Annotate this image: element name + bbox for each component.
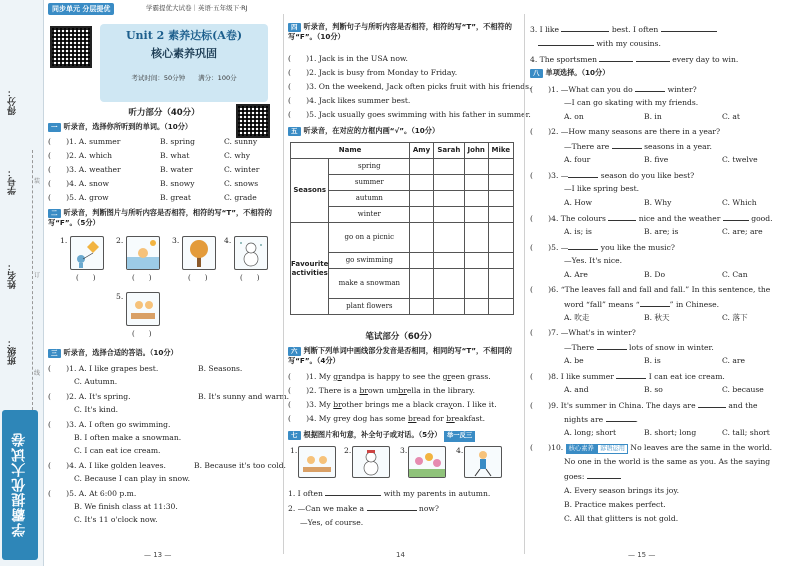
s8-q1-opts: A. on B. in C. at bbox=[564, 112, 740, 121]
pic-paren-1: ( ) bbox=[76, 274, 96, 282]
section-3-header: 三 听录音，选择合适的答语。（10分） bbox=[48, 348, 278, 358]
row-picnic: go on a picnic bbox=[329, 223, 410, 253]
cut-mark-2: 订 bbox=[34, 272, 41, 279]
column-2 bbox=[286, 0, 532, 566]
s1-item-3: ( )3. A. weather B. water C. winter bbox=[48, 165, 260, 174]
picture-snowman bbox=[352, 446, 390, 478]
answer-blank[interactable] bbox=[616, 371, 646, 379]
tick-cell[interactable] bbox=[464, 191, 488, 207]
tick-cell[interactable] bbox=[433, 175, 464, 191]
seasons-activities-table bbox=[290, 142, 514, 315]
listening-title: 听力部分（40分） bbox=[128, 108, 200, 118]
test-subtitle: 核心素养巩固 bbox=[151, 46, 217, 60]
s8-q9: ( )9. It's summer in China. The days are and the bbox=[530, 401, 758, 410]
unit-tag: 同步单元 分层提优 bbox=[48, 3, 114, 15]
s3-item-1-c: C. Autumn. bbox=[74, 377, 118, 386]
row-snowman: make a snowman bbox=[329, 269, 410, 299]
s7-label-2: 2. bbox=[344, 446, 352, 455]
qr-code-left bbox=[50, 26, 92, 68]
s8-q2-reply: —There are seasons in a year. bbox=[564, 142, 712, 151]
s3-item-3-c: C. I can eat ice cream. bbox=[74, 446, 161, 455]
s7-q1: 1. I often with my parents in autumn. bbox=[288, 489, 491, 498]
tick-cell[interactable] bbox=[410, 223, 434, 253]
s8-q5-opts: A. Are B. Do C. Can bbox=[564, 270, 748, 279]
s4-item-5: ( )5. Jack usually goes swimming with his father in summer. bbox=[288, 110, 531, 119]
pic-label-4: 4. bbox=[224, 236, 232, 245]
picture-sports-training bbox=[464, 446, 502, 478]
s4-item-3: ( )3. On the weekend, Jack often picks fruit with his friends. bbox=[288, 82, 532, 91]
tick-cell[interactable] bbox=[488, 253, 513, 269]
s3-item-2-c: C. It's kind. bbox=[74, 405, 119, 414]
brand-banner: 学霸提优大试卷 bbox=[2, 410, 38, 560]
s7-q2: 2. —Can we make a now? bbox=[288, 504, 439, 513]
answer-blank[interactable] bbox=[568, 170, 598, 178]
page-number-15: — 15 — bbox=[628, 551, 656, 560]
tick-cell[interactable] bbox=[410, 299, 434, 315]
s7-q4: 4. The sportsmen every day to win. bbox=[530, 55, 739, 64]
s8-q7: ( )7. —What's in winter? bbox=[530, 328, 636, 337]
tick-cell[interactable] bbox=[410, 159, 434, 175]
picture-picnic-family bbox=[298, 446, 336, 478]
tick-cell[interactable] bbox=[488, 191, 513, 207]
s8-q10-opt-a: A. Every season brings its joy. bbox=[564, 486, 680, 495]
s1-item-1: ( )1. A. summer B. spring C. sunny bbox=[48, 137, 258, 146]
tick-cell[interactable] bbox=[464, 253, 488, 269]
column-3 bbox=[528, 0, 796, 566]
section-1-header: 一 听录音，选择你所听到的单词。（10分） bbox=[48, 122, 278, 132]
cut-line bbox=[32, 150, 33, 410]
s3-item-3: ( )3. A. I often go swimming. bbox=[48, 420, 171, 429]
picture-autumn bbox=[182, 236, 216, 270]
s8-q9-opts: A. long; short B. short; long C. tall; short bbox=[564, 428, 770, 437]
score-label: 得分： bbox=[8, 88, 18, 115]
s7-label-3: 3. bbox=[400, 446, 408, 455]
answer-blank[interactable] bbox=[636, 54, 670, 62]
tick-cell[interactable] bbox=[488, 159, 513, 175]
tick-cell[interactable] bbox=[464, 223, 488, 253]
tick-cell[interactable] bbox=[464, 207, 488, 223]
answer-blank[interactable] bbox=[640, 299, 670, 307]
answer-blank[interactable] bbox=[367, 503, 417, 511]
pic-label-3: 3. bbox=[172, 236, 180, 245]
s3-item-2: ( )2. A. It's spring. B. It's sunny and warm. bbox=[48, 392, 290, 401]
tick-cell[interactable] bbox=[488, 223, 513, 253]
s8-q10: ( )10. 核心素养 谚语运用 No leaves are the same in the world. bbox=[530, 443, 773, 452]
section-6-header: 六 判断下列单词中画线部分发音是否相同，相同的写“T”，不相同的写“F”。（4分） bbox=[288, 346, 512, 365]
s8-q5-reply: —Yes. It's nice. bbox=[564, 256, 623, 265]
s8-q2-opts: A. four B. five C. twelve bbox=[564, 155, 758, 164]
answer-blank[interactable] bbox=[538, 38, 594, 46]
s6-item-1: ( )1. My grandpa is happy to see the green grass. bbox=[288, 372, 491, 381]
tick-cell[interactable] bbox=[433, 191, 464, 207]
s8-q3-reply: —I like spring best. bbox=[564, 184, 640, 193]
s8-q9-cont: nights are . bbox=[564, 415, 638, 424]
s3-item-5: ( )5. A. At 6:00 p.m. bbox=[48, 489, 137, 498]
s8-q6-cont: word “fall” means “ ” in Chinese. bbox=[564, 300, 720, 309]
th-sarah: Sarah bbox=[433, 143, 464, 159]
answer-blank[interactable] bbox=[587, 471, 621, 479]
s7-q3-cont: with my cousins. bbox=[538, 38, 661, 48]
s8-q2: ( )2. —How many seasons are there in a year? bbox=[530, 127, 721, 136]
s4-item-4: ( )4. Jack likes summer best. bbox=[288, 96, 411, 105]
s6-item-4: ( )4. My grey dog has some bread for breakfast. bbox=[288, 414, 486, 423]
s8-q10-opt-b: B. Practice makes perfect. bbox=[564, 500, 666, 509]
cut-mark-1: 装 bbox=[34, 178, 41, 185]
s4-item-2: ( )2. Jack is busy from Monday to Friday. bbox=[288, 68, 458, 77]
s8-q1: ( )1. —What can you do winter? bbox=[530, 85, 697, 94]
s8-q5: ( )5. — you like the music? bbox=[530, 243, 675, 252]
answer-blank[interactable] bbox=[599, 54, 633, 62]
s8-q1-reply: —I can go skating with my friends. bbox=[564, 98, 699, 107]
pic-paren-3: ( ) bbox=[188, 274, 208, 282]
tick-cell[interactable] bbox=[433, 299, 464, 315]
tick-cell[interactable] bbox=[433, 253, 464, 269]
tick-cell[interactable] bbox=[433, 207, 464, 223]
s8-q6: ( )6. “The leaves fall and fall and fall.” In this sentence, the bbox=[530, 285, 771, 294]
tick-cell[interactable] bbox=[488, 175, 513, 191]
picture-summer-swim bbox=[126, 236, 160, 270]
th-amy: Amy bbox=[410, 143, 434, 159]
tick-cell[interactable] bbox=[464, 299, 488, 315]
picture-winter-snow bbox=[234, 236, 268, 270]
answer-blank[interactable] bbox=[635, 84, 665, 92]
tick-cell[interactable] bbox=[433, 159, 464, 175]
picture-flowers bbox=[408, 446, 446, 478]
s1-item-2: ( )2. A. which B. what C. why bbox=[48, 151, 251, 160]
picture-picnic bbox=[126, 292, 160, 326]
s8-q4: ( )4. The colours nice and the weather good. bbox=[530, 214, 773, 223]
written-title: 笔试部分（60分） bbox=[365, 332, 437, 342]
group-seasons: Seasons bbox=[291, 159, 329, 223]
s8-q7-opts: A. be B. is C. are bbox=[564, 356, 746, 365]
pic-paren-4: ( ) bbox=[240, 274, 260, 282]
answer-blank[interactable] bbox=[698, 400, 726, 408]
picture-kite-spring bbox=[70, 236, 104, 270]
test-meta: 考试时间：50分钟 满分：100分 bbox=[131, 73, 237, 82]
s8-q4-opts: A. is; is B. are; is C. are; are bbox=[564, 227, 763, 236]
answer-blank[interactable] bbox=[661, 24, 717, 32]
column-divider-2 bbox=[524, 14, 525, 554]
s8-q7-reply: —There lots of snow in winter. bbox=[564, 343, 714, 352]
s8-q3: ( )3. — season do you like best? bbox=[530, 171, 695, 180]
cut-mark-3: 线 bbox=[34, 370, 41, 377]
s1-item-5: ( )5. A. grow B. great C. grade bbox=[48, 193, 257, 202]
section-2-header: 二 听录音，判断图片与所听内容是否相符，相符的写“T”，不相符的写“F”。（5分） bbox=[48, 208, 272, 227]
pic-label-5: 5. bbox=[116, 292, 124, 301]
th-name: Name bbox=[291, 143, 410, 159]
column-divider-1 bbox=[283, 14, 284, 554]
tick-cell[interactable] bbox=[464, 175, 488, 191]
answer-blank[interactable] bbox=[561, 24, 609, 32]
section-5-header: 五 听录音，在对应的方框内画“√”。（10分） bbox=[288, 126, 516, 136]
row-spring: spring bbox=[329, 159, 410, 175]
row-plant-flowers: plant flowers bbox=[329, 299, 410, 315]
class-label: 班级： bbox=[8, 338, 18, 365]
row-summer: summer bbox=[329, 175, 410, 191]
pic-label-1: 1. bbox=[60, 236, 68, 245]
s7-q2-reply: —Yes, of course. bbox=[300, 518, 364, 527]
tick-cell[interactable] bbox=[433, 223, 464, 253]
group-activities: Favourite activities bbox=[291, 223, 329, 315]
page-number-14: 14 bbox=[396, 551, 405, 560]
row-swimming: go swimming bbox=[329, 253, 410, 269]
name-label: 姓名： bbox=[8, 262, 18, 289]
tick-cell[interactable] bbox=[410, 253, 434, 269]
s8-q10-cont: No one in the world is the same as you. As the saying bbox=[564, 457, 771, 466]
s8-q3-opts: A. How B. Why C. Which bbox=[564, 198, 757, 207]
s7-label-1: 1. bbox=[290, 446, 298, 455]
s3-item-4-c: C. Because I can play in snow. bbox=[74, 474, 191, 483]
tick-cell[interactable] bbox=[410, 207, 434, 223]
pic-paren-5: ( ) bbox=[132, 330, 152, 338]
tick-cell[interactable] bbox=[488, 207, 513, 223]
tick-cell[interactable] bbox=[488, 299, 513, 315]
s1-item-4: ( )4. A. snow B. snowy C. snows bbox=[48, 179, 259, 188]
row-autumn: autumn bbox=[329, 191, 410, 207]
s4-item-1: ( )1. Jack is in the USA now. bbox=[288, 54, 408, 63]
tick-cell[interactable] bbox=[433, 269, 464, 299]
tag-proverb: 谚语运用 bbox=[597, 444, 628, 454]
s3-item-3-b: B. I often make a snowman. bbox=[74, 433, 182, 442]
s7-label-4: 4. bbox=[456, 446, 464, 455]
test-title: Unit 2 素养达标(A卷) bbox=[125, 29, 243, 42]
title-box bbox=[100, 24, 268, 102]
s3-item-1: ( )1. A. I like grapes best. B. Seasons. bbox=[48, 364, 243, 373]
s8-q10-goes: goes: bbox=[564, 471, 621, 481]
s8-q8: ( )8. I like summer I can eat ice cream. bbox=[530, 372, 725, 381]
section-8-header: 八 单项选择。（10分） bbox=[530, 68, 792, 78]
answer-blank[interactable] bbox=[723, 213, 749, 221]
answer-blank[interactable] bbox=[612, 141, 642, 149]
tick-cell[interactable] bbox=[488, 269, 513, 299]
page-number-13: — 13 — bbox=[144, 551, 172, 560]
answer-blank[interactable] bbox=[325, 488, 381, 496]
s3-item-5-c: C. It's 11 o'clock now. bbox=[74, 515, 158, 524]
tick-cell[interactable] bbox=[410, 191, 434, 207]
badge-extend: 举一反三 bbox=[444, 431, 475, 442]
th-john: John bbox=[464, 143, 488, 159]
pic-paren-2: ( ) bbox=[132, 274, 152, 282]
s8-q10-opt-c: C. All that glitters is not gold. bbox=[564, 514, 679, 523]
tick-cell[interactable] bbox=[410, 175, 434, 191]
series-title: 学霸提优大试卷｜英语·五年级下·RJ bbox=[146, 4, 248, 12]
section-4-header: 四 听录音，判断句子与所听内容是否相符，相符的写“T”，不相符的写“F”。（10分） bbox=[288, 22, 512, 41]
tag-core-literacy: 核心素养 bbox=[566, 444, 597, 454]
row-winter: winter bbox=[329, 207, 410, 223]
binding-band bbox=[0, 0, 44, 566]
s8-q6-opts: A. 吹走 B. 秋天 C. 落下 bbox=[564, 313, 748, 322]
tick-cell[interactable] bbox=[464, 159, 488, 175]
pic-label-2: 2. bbox=[116, 236, 124, 245]
th-mike: Mike bbox=[488, 143, 513, 159]
s3-item-5-b: B. We finish class at 11:30. bbox=[74, 502, 178, 511]
s6-item-3: ( )3. My brother brings me a black crayon. I like it. bbox=[288, 400, 497, 409]
section-7-header: 七 根据图片和句意，补全句子或对话。（5分） 举一反三 bbox=[288, 430, 516, 442]
tick-cell[interactable] bbox=[464, 269, 488, 299]
s8-q8-opts: A. and B. so C. because bbox=[564, 385, 764, 394]
answer-blank[interactable] bbox=[606, 414, 636, 422]
s3-item-4: ( )4. A. I like golden leaves. B. Because it's too cold. bbox=[48, 461, 286, 470]
qr-code-right bbox=[236, 104, 270, 138]
student-id-label: 学号： bbox=[8, 168, 18, 195]
column-1 bbox=[44, 0, 290, 566]
answer-blank[interactable] bbox=[597, 342, 627, 350]
s6-item-2: ( )2. There is a brown umbrella in the library. bbox=[288, 386, 475, 395]
tick-cell[interactable] bbox=[410, 269, 434, 299]
answer-blank[interactable] bbox=[608, 213, 636, 221]
s7-q3: 3. I like best. I often bbox=[530, 24, 717, 34]
answer-blank[interactable] bbox=[568, 242, 598, 250]
